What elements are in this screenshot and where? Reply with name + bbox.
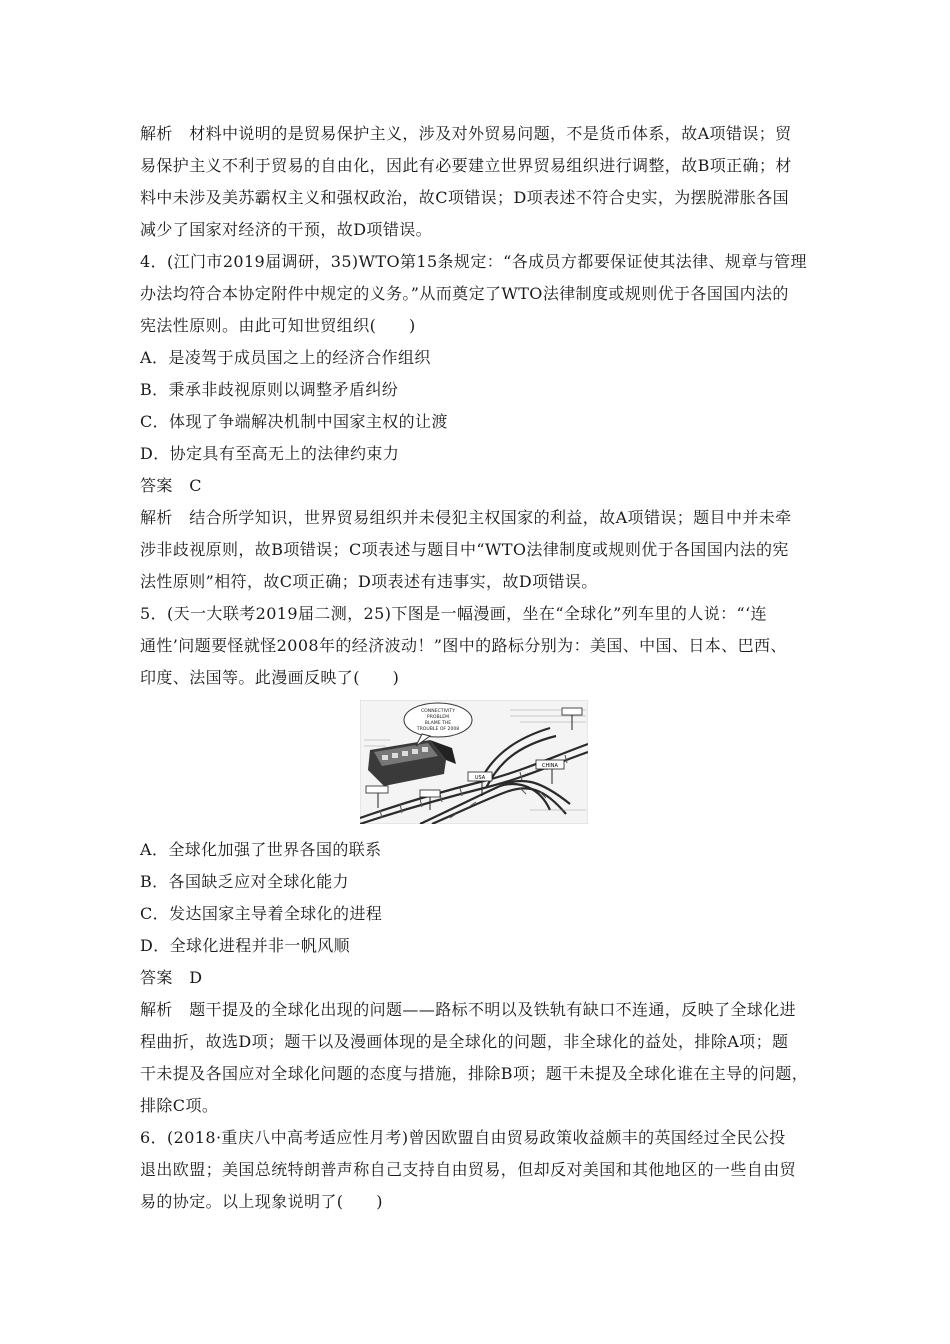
- q4-answer-block: [140, 470, 830, 502]
- q4-options-line: A．是凌驾于成员国之上的经济合作组织: [140, 348, 431, 367]
- q4-stem-line: 宪法性原则。由此可知世贸组织( ): [140, 316, 416, 335]
- q4-analysis-line: 法性原则”相符，故C项正确；D项表述有违事实，故D项错误。: [140, 572, 598, 591]
- speech-line-2: PROBLEM: [426, 715, 450, 720]
- q4-options-block: [140, 342, 830, 470]
- q5-analysis-line: 解析 题干提及的全球化出现的问题——路标不明以及铁轨有缺口不连通，反映了全球化进: [140, 1000, 797, 1019]
- q4-analysis-block: [140, 502, 830, 598]
- q4-options-line: D．协定具有至高无上的法律约束力: [140, 444, 400, 463]
- q4-stem-line: 办法均符合本协定附件中规定的义务。”从而奠定了WTO法律制度或规则优于各国国内法的: [140, 284, 789, 303]
- q5-analysis-line: 程曲折，故选D项；题干以及漫画体现的是全球化的问题，非全球化的益处，排除A项；题: [140, 1032, 789, 1051]
- q5-stem-block: [140, 598, 830, 694]
- speech-line-3: BLAME THE: [424, 721, 452, 726]
- q3-analysis-block: [140, 118, 830, 246]
- q5-analysis-block: [140, 994, 830, 1122]
- q3-analysis-line: 解析 材料中说明的是贸易保护主义，涉及对外贸易问题，不是货币体系，故A项错误；贸: [140, 124, 792, 143]
- q3-analysis-line: 料中未涉及美苏霸权主义和强权政治，故C项错误；D项表述不符合史实，为摆脱滞胀各国: [140, 188, 790, 207]
- q5-options-line: D．全球化进程并非一帆风顺: [140, 936, 351, 955]
- q6-stem-block: [140, 1122, 830, 1218]
- cartoon-illustration: [360, 700, 588, 824]
- q4-analysis-line: 涉非歧视原则，故B项错误；C项表述与题目中“WTO法律制度或规则优于各国国内法的宪: [140, 540, 789, 559]
- sign-usa: USA: [474, 775, 486, 781]
- cartoon-figure: [360, 700, 588, 824]
- q5-answer-block: [140, 962, 830, 994]
- speech-line-4: TROUBLE OF 2008: [416, 727, 460, 732]
- sign-china: CHINA: [542, 763, 558, 769]
- q4-options-line: C．体现了争端解决机制中国家主权的让渡: [140, 412, 448, 431]
- q5-answer-line: 答案 D: [140, 968, 203, 987]
- document-page: [140, 118, 830, 1218]
- q4-answer-line: 答案 C: [140, 476, 202, 495]
- q4-stem-line: 4．(江门市2019届调研，35)WTO第15条规定：“各成员方都要保证使其法律、规章与管理: [140, 252, 807, 271]
- q5-options-block: [140, 834, 830, 962]
- q5-options-line: B．各国缺乏应对全球化能力: [140, 872, 349, 891]
- q5-stem-line: 5．(天一大联考2019届二测，25)下图是一幅漫画，坐在“全球化”列车里的人说：“‘连: [140, 604, 767, 623]
- q4-stem-block: [140, 246, 830, 342]
- q6-stem-line: 退出欧盟；美国总统特朗普声称自己支持自由贸易，但却反对美国和其他地区的一些自由贸: [140, 1160, 797, 1179]
- q5-stem-line: 印度、法国等。此漫画反映了( ): [140, 668, 400, 687]
- q4-options-line: B．秉承非歧视原则以调整矛盾纠纷: [140, 380, 399, 399]
- q5-options-line: C．发达国家主导着全球化的进程: [140, 904, 383, 923]
- q5-analysis-line: 干未提及各国应对全球化问题的态度与措施，排除B项；题干未提及全球化谁在主导的问题，: [140, 1064, 809, 1083]
- q3-analysis-line: 易保护主义不利于贸易的自由化，因此有必要建立世界贸易组织进行调整，故B项正确；材: [140, 156, 792, 175]
- q5-stem-line: 通性’问题要怪就怪2008年的经济波动！”图中的路标分别为：美国、中国、日本、巴西、: [140, 636, 787, 655]
- q4-analysis-line: 解析 结合所学知识，世界贸易组织并未侵犯主权国家的利益，故A项错误；题目中并未牵: [140, 508, 792, 527]
- q6-stem-line: 易的协定。以上现象说明了( ): [140, 1192, 383, 1211]
- q5-analysis-line: 排除C项。: [140, 1096, 219, 1115]
- speech-line-1: CONNECTIVITY: [420, 709, 456, 714]
- q3-analysis-line: 减少了国家对经济的干预，故D项错误。: [140, 220, 433, 239]
- q6-stem-line: 6．(2018·重庆八中高考适应性月考)曾因欧盟自由贸易政策收益颇丰的英国经过全民公投: [140, 1128, 786, 1147]
- q5-options-line: A．全球化加强了世界各国的联系: [140, 840, 382, 859]
